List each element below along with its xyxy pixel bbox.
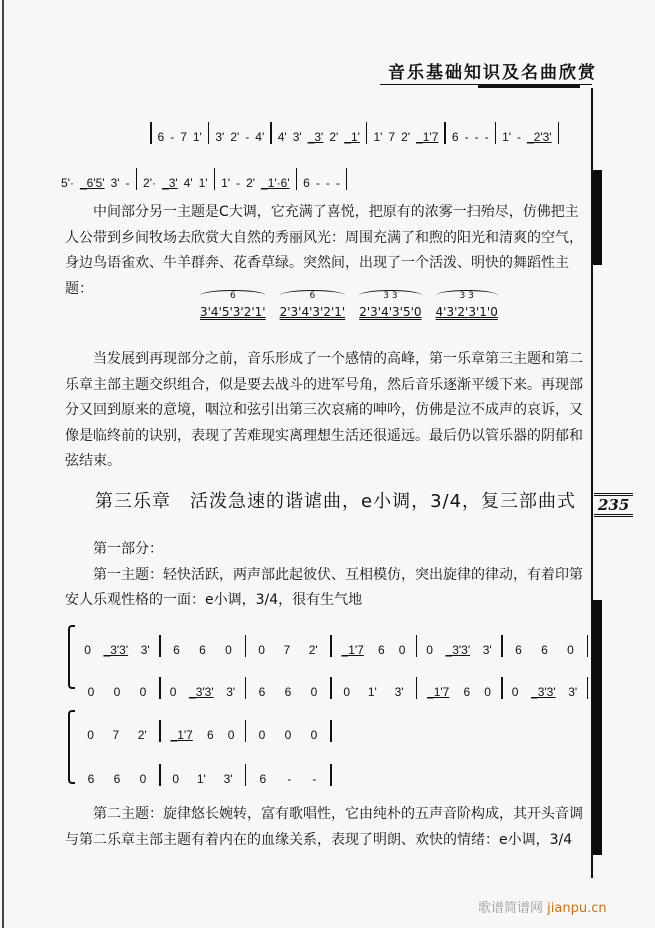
measure <box>137 176 214 190</box>
note: 7 <box>112 728 120 742</box>
note: - <box>236 176 241 190</box>
note: 7 <box>180 130 187 144</box>
measure <box>246 643 330 657</box>
tuplet-group <box>200 290 266 319</box>
barline <box>587 677 589 699</box>
note: 0 <box>87 685 95 699</box>
note: 0 <box>343 685 351 699</box>
note: 0 <box>172 772 180 786</box>
note: _1' <box>344 130 360 144</box>
note: 6 <box>303 176 310 190</box>
score-system-2 <box>68 710 332 786</box>
note: 0 <box>310 728 318 742</box>
tuplet-notes: 2'3'4'3'2'1' <box>279 305 346 319</box>
tuplet-notes: 4'3'2'3'1'0 <box>435 305 498 319</box>
note: 2' <box>230 130 240 144</box>
note: _1'7 <box>427 685 450 699</box>
note: 1' <box>502 130 512 144</box>
paragraph-middle-theme: 中间部分另一主题是C大调，它充满了喜悦，把原有的浓雾一扫殆尽，仿佛把主人公带到乡间牧场去欣赏大自然的秀丽风光：周围充满了和煦的阳光和清爽的空气，身边鸟语雀欢、牛羊群奔、花香草绿。突然间，出现了一个活泼、明快的舞蹈性主题： <box>65 204 583 297</box>
note: 6 <box>173 643 180 657</box>
page-number: 235 <box>594 493 633 517</box>
measure <box>75 685 159 699</box>
measure <box>75 728 159 742</box>
note: _3'3' <box>445 643 471 657</box>
measure <box>246 772 330 786</box>
note: 3' <box>110 176 120 190</box>
tuplet-notes: 3'4'5'3'2'1' <box>200 305 266 319</box>
note: 3' <box>568 685 578 699</box>
note: 3' <box>292 130 302 144</box>
note: _6'5' <box>79 176 105 190</box>
measure <box>246 685 330 699</box>
note: 6 <box>258 685 266 699</box>
note: _1'7 <box>341 643 364 657</box>
measure <box>297 176 346 190</box>
barline <box>330 720 332 742</box>
note: 4' <box>183 176 193 190</box>
note: 1' <box>373 130 383 144</box>
note: 0 <box>426 643 433 657</box>
note: 6 <box>463 685 471 699</box>
note: 4' <box>255 130 265 144</box>
header-rule-thick <box>478 84 580 88</box>
note: - <box>484 130 489 144</box>
note: 1' <box>198 176 208 190</box>
note: 3' <box>394 685 404 699</box>
note: _3'3' <box>531 685 556 699</box>
note: 3' <box>482 643 492 657</box>
margin-band <box>593 170 602 265</box>
tuplet-figures <box>200 290 498 319</box>
note: 0 <box>113 685 121 699</box>
note: 0 <box>310 685 318 699</box>
note: 7 <box>283 643 291 657</box>
measure <box>332 685 416 699</box>
note: 7 <box>388 130 396 144</box>
part-one-text <box>65 537 590 614</box>
note: _3' <box>307 130 324 144</box>
tuplet-group <box>280 290 346 319</box>
barline <box>558 122 560 144</box>
measure <box>496 130 558 144</box>
theme2-paragraph: 第二主题：旋律悠长婉转，富有歌唱性，它由纯朴的五声音阶构成，其开头音调与第二乐章主部主题有着内在的血缘关系，表现了明朗、欢快的情绪：e小调，3/4 <box>65 806 583 848</box>
paragraph-recapitulation: 当发展到再现部分之前，音乐形成了一个感情的高峰，第一乐章第三主题和第二乐章主部主题交织组合，似是要去战斗的进军号角，然后音乐逐渐平缓下来。再现部分又回到原来的意境，咽泣和弦引出第三次哀痛的呻吟，仿佛是泣不成声的哀诉，又像是临终前的诀别，表现了苦难现实离理想生活还很遥远。最后仍以管乐器的阴郁和弦结束。 <box>65 351 583 469</box>
measure <box>417 685 501 699</box>
measure <box>503 643 587 657</box>
measure <box>161 643 245 657</box>
note: - <box>517 130 522 144</box>
note: 0 <box>258 643 265 657</box>
running-header: 音乐基础知识及名曲欣赏 <box>388 63 597 83</box>
margin-band <box>593 600 602 855</box>
note: 1' <box>192 130 202 144</box>
barline <box>587 635 589 657</box>
part-label: 第一部分： <box>93 541 163 557</box>
note: - <box>125 176 130 190</box>
note: 2'· <box>143 176 157 190</box>
note: _2'3' <box>527 130 552 144</box>
tuplet-mark: 6 <box>200 290 266 301</box>
note: 0 <box>139 772 147 786</box>
note: 2' <box>308 643 318 657</box>
note: 6 <box>451 130 459 144</box>
note: 6 <box>515 643 522 657</box>
note: _3'3' <box>189 685 214 699</box>
note: _3'3' <box>103 643 129 657</box>
note: 3' <box>226 685 236 699</box>
note: - <box>287 772 292 786</box>
note: 0 <box>484 685 491 699</box>
note: 6 <box>284 685 292 699</box>
tuplet-mark: 6 <box>280 290 346 301</box>
note: 0 <box>284 728 292 742</box>
section-heading: 第三乐章 活泼急速的谐谑曲，e小调，3/4，复三部曲式 <box>95 491 577 512</box>
note: 1' <box>221 176 231 190</box>
note: 6 <box>206 728 214 742</box>
note: 0 <box>567 643 574 657</box>
measure <box>209 130 270 144</box>
note: 3' <box>215 130 225 144</box>
note: - <box>170 130 175 144</box>
note: - <box>315 176 320 190</box>
tuplet-group <box>436 290 498 319</box>
tuplet-mark: 3 3 <box>359 290 421 301</box>
note: 3' <box>140 643 150 657</box>
page-left-edge <box>2 0 4 928</box>
note: _1'7 <box>170 728 193 742</box>
note: 0 <box>225 643 232 657</box>
measure <box>272 130 366 144</box>
tuplet-notes: 2'3'4'3'5'0 <box>359 305 422 319</box>
note: - <box>464 130 469 144</box>
measure <box>161 685 245 699</box>
note: 1' <box>196 772 206 786</box>
note: 0 <box>169 685 177 699</box>
theme1-text: 第一主题：轻快活跃，两声部此起彼伏、互相模仿，突出旋律的律动，有着印第安人乐观性格的一面：e小调，3/4，很有生气地 <box>65 566 583 608</box>
system-brace <box>68 625 75 689</box>
note: - <box>474 130 479 144</box>
barline <box>346 168 348 190</box>
tuplet-mark: 3 3 <box>436 290 498 301</box>
measure <box>215 176 296 190</box>
watermark: 歌谱简谱网 jianpu.cn <box>478 901 607 916</box>
melody-line-2 <box>55 168 347 190</box>
note: 0 <box>84 643 91 657</box>
note: 6 <box>199 643 206 657</box>
note: 6 <box>87 772 95 786</box>
tuplet-group <box>359 290 421 319</box>
note: - <box>245 130 250 144</box>
note: 6 <box>157 130 165 144</box>
measure <box>367 130 444 144</box>
melody-line-1 <box>150 122 559 144</box>
note: 0 <box>258 728 266 742</box>
note: 5'· <box>61 176 74 190</box>
measure <box>152 130 208 144</box>
note: _3' <box>162 176 178 190</box>
note: 2' <box>401 130 411 144</box>
note: 0 <box>511 685 519 699</box>
system-brace <box>68 710 75 784</box>
note: 3' <box>223 772 233 786</box>
note: 6 <box>259 772 267 786</box>
measure <box>161 728 245 742</box>
note: 2' <box>246 176 256 190</box>
note: 2' <box>137 728 147 742</box>
note: _1'·6' <box>261 176 290 190</box>
measure <box>75 643 159 657</box>
measure <box>417 643 501 657</box>
note: 6 <box>377 643 385 657</box>
score-system-1 <box>68 625 588 699</box>
note: 1' <box>367 685 377 699</box>
measure <box>446 130 495 144</box>
note: _1'7 <box>416 130 439 144</box>
measure <box>161 772 245 786</box>
note: 2' <box>329 130 339 144</box>
measure <box>332 643 416 657</box>
measure <box>246 728 330 742</box>
note: 4' <box>277 130 287 144</box>
note: 0 <box>227 728 235 742</box>
measure <box>503 685 587 699</box>
note: 6 <box>113 772 121 786</box>
barline <box>330 764 332 786</box>
note: - <box>335 176 340 190</box>
note: 6 <box>541 643 548 657</box>
note: 0 <box>139 685 147 699</box>
measure <box>55 176 136 190</box>
note: 0 <box>87 728 94 742</box>
note: - <box>325 176 330 190</box>
note: - <box>312 772 317 786</box>
measure <box>75 772 159 786</box>
note: 0 <box>398 643 406 657</box>
